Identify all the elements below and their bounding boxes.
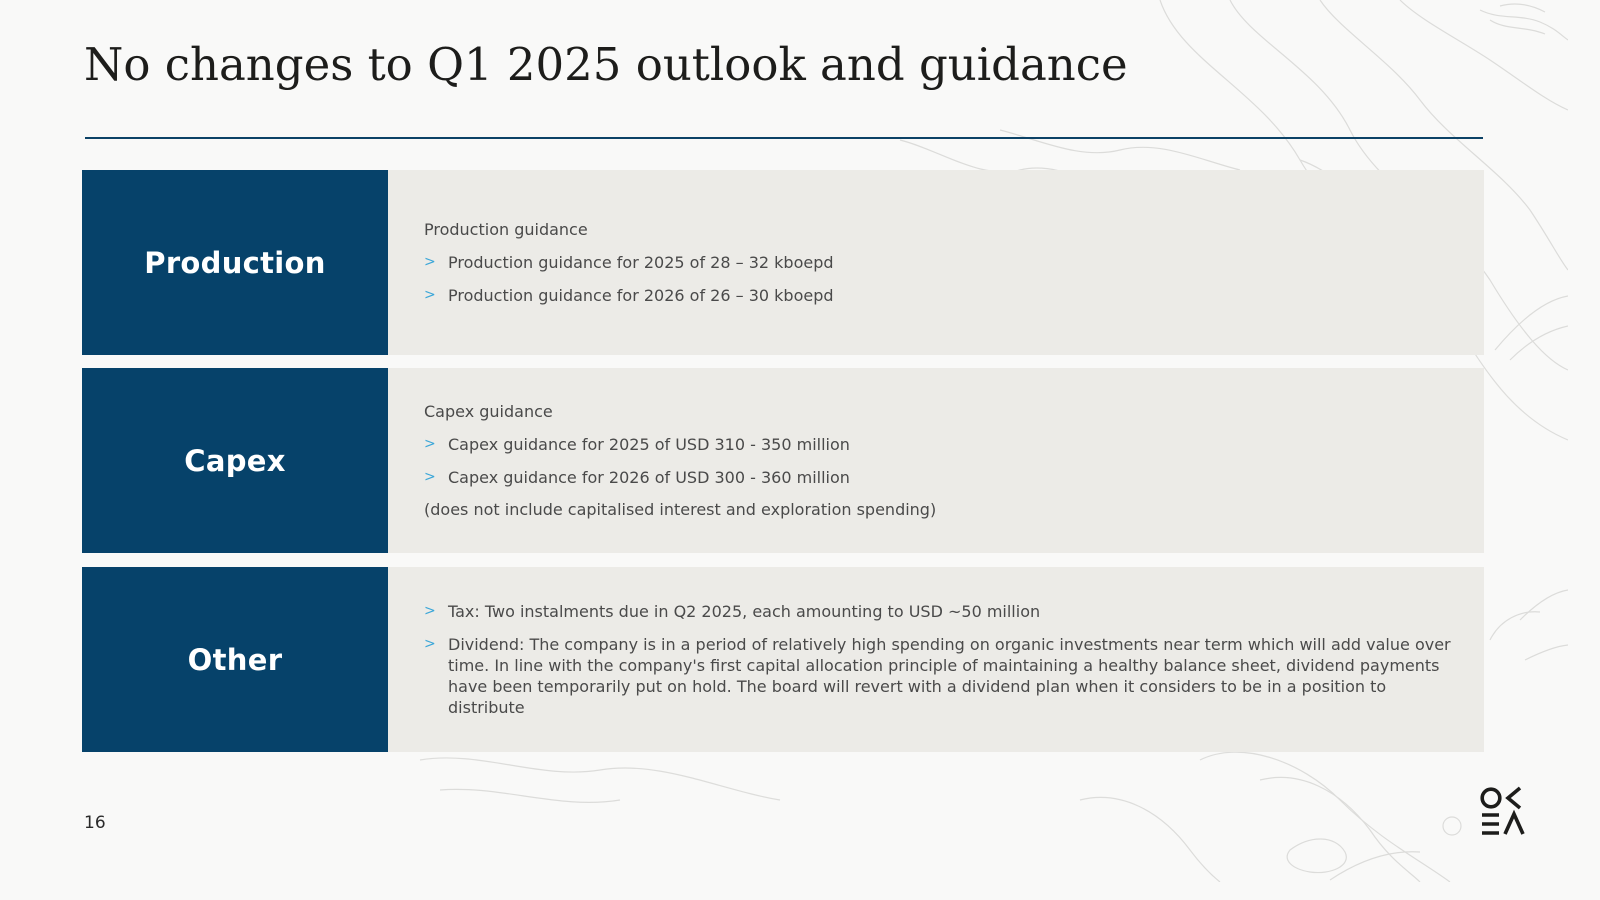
capex-details xyxy=(388,368,1484,553)
production-details xyxy=(388,170,1484,355)
capex-label: Capex xyxy=(82,368,388,553)
bullet-text: Capex guidance for 2025 of USD 310 - 350 million xyxy=(448,434,850,454)
list-item xyxy=(424,252,1464,273)
other-label: Other xyxy=(82,567,388,752)
bullet-text: Production guidance for 2026 of 26 – 30 kboepd xyxy=(448,285,834,305)
other-details xyxy=(388,567,1484,752)
capex-row xyxy=(82,368,1484,553)
chevron-right-icon: > xyxy=(424,468,436,485)
bullet-text: Production guidance for 2025 of 28 – 32 kboepd xyxy=(448,252,834,272)
page-number: 16 xyxy=(84,813,106,833)
chevron-right-icon: > xyxy=(424,603,436,619)
bullet-text: Capex guidance for 2026 of USD 300 - 360 million xyxy=(448,467,850,487)
list-item xyxy=(424,434,1464,455)
other-row xyxy=(82,567,1484,752)
list-item xyxy=(424,467,1464,488)
list-item xyxy=(424,285,1464,306)
okea-logo xyxy=(1480,786,1526,836)
bullet-text: Dividend: The company is in a period of relatively high spending on organic investments near term which will add value over time. In line with the company's first capital allocation principle of maintaining a healthy balance sheet, dividend payments have been temporarily put on hold. The board will revert with a dividend plan when it considers to be in a position to distribute xyxy=(448,635,1451,717)
chevron-right-icon: > xyxy=(424,286,436,303)
list-item xyxy=(424,601,1464,622)
production-label: Production xyxy=(82,170,388,355)
chevron-right-icon: > xyxy=(424,636,436,652)
production-row xyxy=(82,170,1484,355)
list-item xyxy=(424,634,1464,718)
page-title: No changes to Q1 2025 outlook and guidance xyxy=(84,38,1128,91)
production-heading: Production guidance xyxy=(424,219,588,239)
capex-heading: Capex guidance xyxy=(424,401,553,421)
capex-note: (does not include capitalised interest and exploration spending) xyxy=(424,499,937,519)
chevron-right-icon: > xyxy=(424,435,436,452)
chevron-right-icon: > xyxy=(424,253,436,270)
bullet-text: Tax: Two instalments due in Q2 2025, each amounting to USD ~50 million xyxy=(448,602,1041,621)
title-divider xyxy=(85,137,1483,139)
